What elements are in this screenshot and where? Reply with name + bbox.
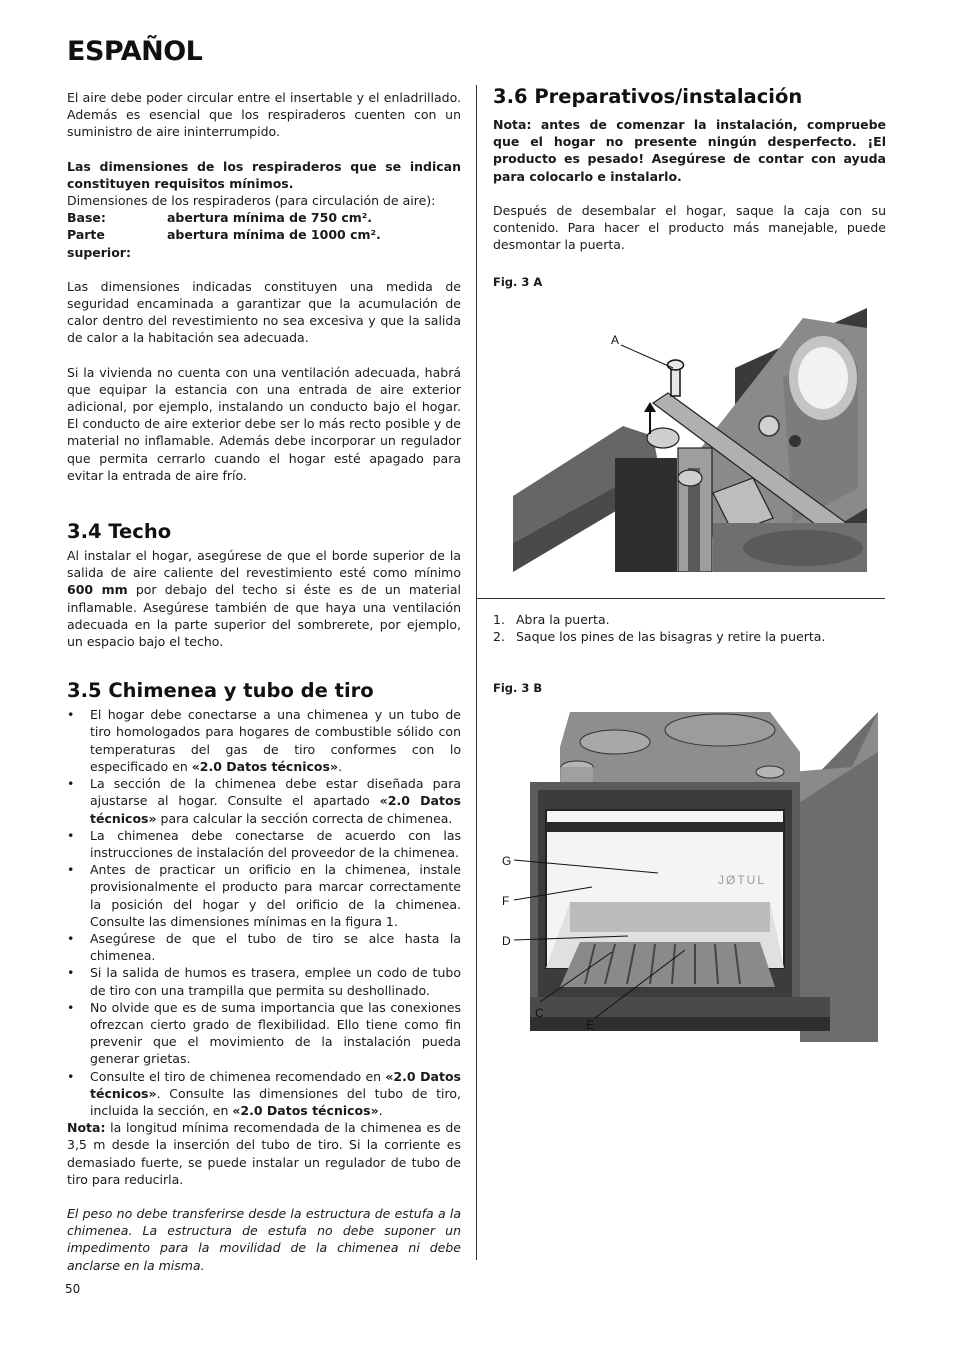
list-item: 2. Saque los pines de las bisagras y retire la puerta. <box>493 629 826 645</box>
page-title: ESPAÑOL <box>67 36 203 67</box>
chimney-bullet-list <box>67 706 461 1119</box>
fig3b-callout-f: F <box>502 894 510 908</box>
vent-top-row <box>67 226 461 260</box>
paragraph-vent-requirements: Las dimensiones de los respiraderos que se indican constituyen requisitos mínimos. <box>67 158 461 191</box>
left-column <box>67 89 461 1274</box>
heading-3-4: 3.4 Techo <box>67 520 172 544</box>
list-item: • No olvide que es de suma importancia que las conexiones ofrezcan cierto grado de flexibilidad. Ello tiene como fin prevenir que el movimiento de la instalación pueda generar grietas. <box>67 999 461 1067</box>
list-item: • Si la salida de humos es trasera, emplee un codo de tubo de tiro con una trampilla que permita su deshollinado. <box>67 965 461 998</box>
fig3b-callout-g: G <box>502 854 512 868</box>
list-item: • Consulte el tiro de chimenea recomendado en «2.0 Datos técnicos». Consulte las dimensiones del tubo de tiro, incluida la sección, en «2.0 Datos técnicos». <box>67 1068 461 1118</box>
vent-base-value: abertura mínima de 750 cm². <box>167 210 373 226</box>
figure-3a-label: Fig. 3 A <box>493 275 543 289</box>
paragraph-air-circulation: El aire debe poder circular entre el insertable y el enladrillado. Además es esencial que los respiraderos cuenten con un suministro de aire ininterrumpido. <box>67 90 461 140</box>
vent-top-label: Parte superior: <box>67 227 131 260</box>
list-item: • Asegúrese de que el tubo de tiro se alce hasta la chimenea. <box>67 930 461 964</box>
list-item: • El hogar debe conectarse a una chimenea y un tubo de tiro homologados para hogares de combustible sólido con temperaturas del gas de tiro conformes con lo especificado en «2.0 Datos técnicos». <box>67 707 461 774</box>
paragraph-unpacking: Después de desembalar el hogar, saque la caja con su contenido. Para hacer el producto más manejable, puede desmontar la puerta. <box>493 202 886 253</box>
vent-top-value: abertura mínima de 1000 cm². <box>167 227 381 243</box>
figure-divider <box>477 598 885 599</box>
page-number: 50 <box>65 1282 81 1296</box>
heading-3-5: 3.5 Chimenea y tubo de tiro <box>67 679 374 703</box>
paragraph-chimney-note: Nota: la longitud mínima recomendada de la chimenea es de 3,5 m desde la inserción del tubo de tiro. Si la corriente es demasiado fuerte, se puede instalar un regulador de tubo de tiro para reducirla. <box>67 1120 461 1187</box>
column-divider <box>476 85 477 1260</box>
list-item: • La sección de la chimenea debe estar diseñada para ajustarse al hogar. Consulte el apartado «2.0 Datos técnicos» para calcular la sección correcta de chimenea. <box>67 776 461 826</box>
figure-3b-fireplace-illustration <box>500 712 878 1054</box>
list-item: • La chimenea debe conectarse de acuerdo con las instrucciones de instalación del proveedor de la chimenea. <box>67 827 461 860</box>
fig3b-callout-c: C <box>535 1006 544 1020</box>
list-item: • Antes de practicar un orificio en la chimenea, instale provisionalmente el producto para marcar correctamente la posición del hogar y del orificio de la chimenea. Consulte las dimensiones mínimas en la figura 1. <box>67 862 461 929</box>
fig3b-callout-d: D <box>502 934 511 948</box>
figure-3a-hinge-illustration <box>513 308 867 572</box>
paragraph-ventilation: Si la vivienda no cuenta con una ventilación adecuada, habrá que equipar la estancia con una entrada de aire exterior adicional, por ejemplo, instalando un conducto bajo el hogar. El conducto de aire exterior debe ser lo más recto posible y de material no inflamable. Además debe incorporar un regulador que permita cerrarlo cuando el hogar esté apagado para evitar la entrada de aire frío. <box>67 364 461 483</box>
paragraph-ceiling: Al instalar el hogar, asegúrese de que el borde superior de la salida de aire caliente del revestimiento esté como mínimo 600 mm por debajo del techo si éste es de un material inflamable. Asegúrese también de que haya una ventilación adecuada en la parte superior del sombrerete, por ejemplo, un espacio bajo el techo. <box>67 548 461 650</box>
vent-dimensions-intro: Dimensiones de los respiraderos (para circulación de aire): <box>67 193 436 209</box>
list-item: 1. Abra la puerta. <box>493 612 610 627</box>
vent-base-row <box>67 209 461 226</box>
right-column <box>493 85 886 253</box>
vent-dimensions <box>67 192 461 261</box>
fig3b-brand-logo: JØTUL <box>718 873 767 887</box>
paragraph-weight-note: El peso no debe transferirse desde la estructura de estufa a la chimenea. La estructura de estufa no debe suponer un impedimento para la movilidad de la chimenea ni debe anclarse en la misma. <box>67 1205 461 1273</box>
door-removal-steps <box>493 611 886 645</box>
heading-3-6: 3.6 Preparativos/instalación <box>493 85 803 108</box>
paragraph-installation-note: Nota: antes de comenzar la instalación, compruebe que el hogar no presente ningún desperfecto. ¡El producto es pesado! Asegúrese de contar con ayuda para colocarlo e instalarlo. <box>493 117 886 184</box>
vent-base-label: Base: <box>67 210 106 226</box>
paragraph-safety-measure: Las dimensiones indicadas constituyen una medida de seguridad encaminada a garantizar que la acumulación de calor dentro del revestimiento no sea excesiva y que la salida de calor a la habitación sea adecuada. <box>67 278 461 346</box>
fig3b-callout-e: E <box>586 1018 595 1032</box>
figure-3b-label: Fig. 3 B <box>493 681 543 695</box>
fig3a-callout-a: A <box>611 333 620 347</box>
